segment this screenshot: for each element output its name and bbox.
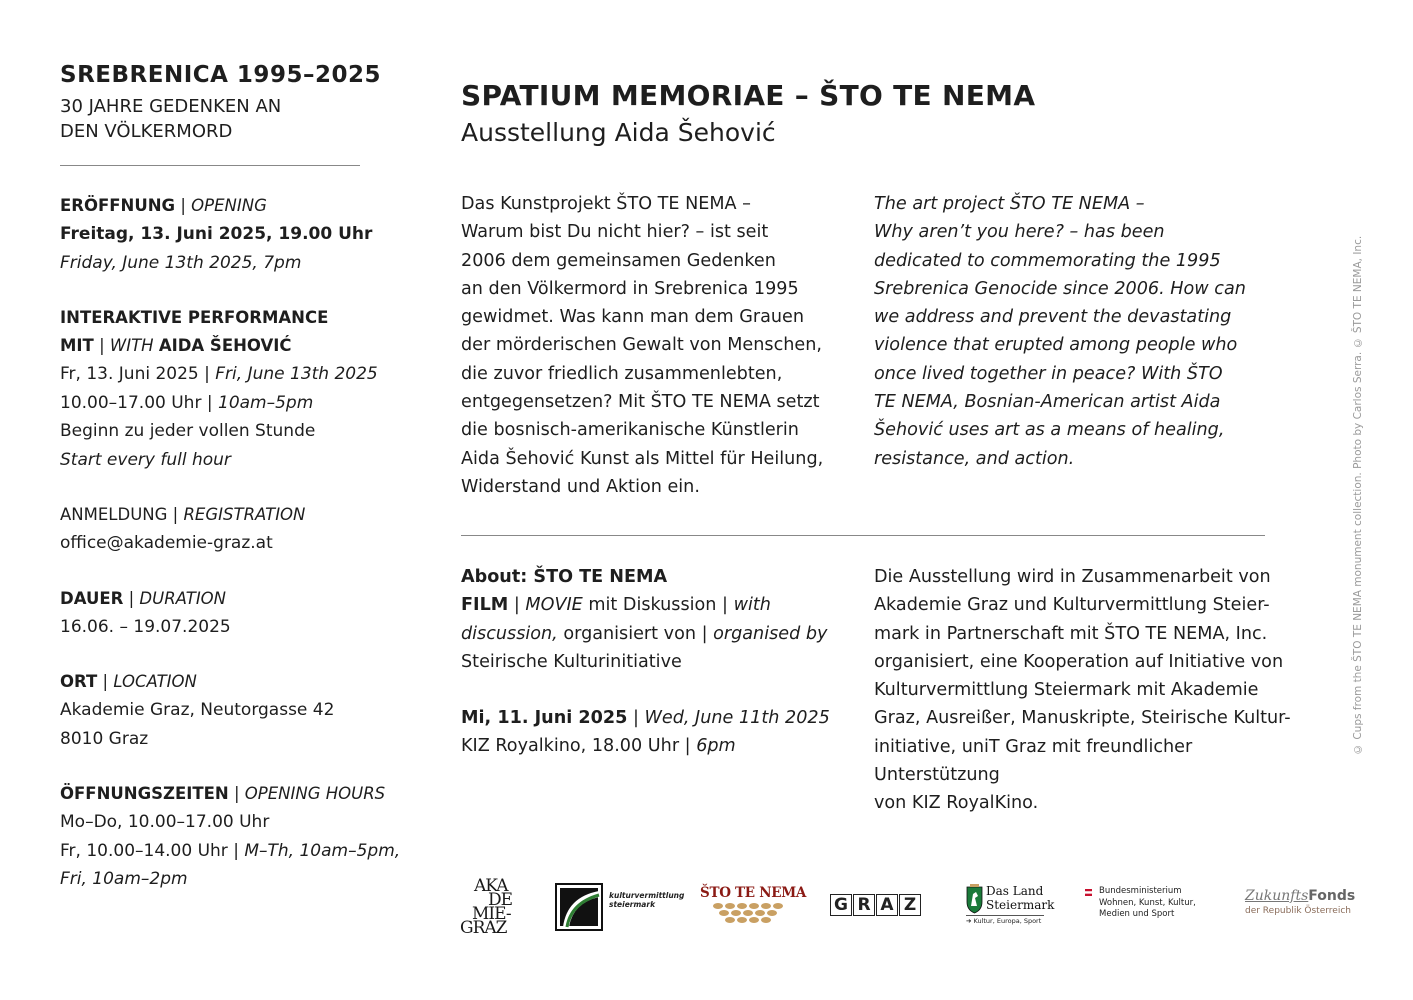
hours-label-en: OPENING HOURS [244, 784, 386, 803]
about-title: About: ŠTO TE NEMA [461, 567, 668, 587]
photo-credit: © Cups from the ŠTO TE NEMA monument collection. Photo by Carlos Serra. © ŠTO TE NEMA, Inc. [1352, 235, 1364, 755]
registration-label-en: REGISTRATION [183, 505, 306, 524]
opening-date: Freitag, 13. Juni 2025, 19.00 Uhr [60, 224, 373, 244]
organisiert-von: organisiert von [563, 623, 696, 644]
location-label: ORT [60, 672, 98, 691]
graz-logo [830, 894, 924, 918]
zukunftsfonds-logo [1245, 888, 1365, 924]
registration-block: ANMELDUNG | REGISTRATION office@akademie-graz.at [60, 501, 405, 558]
graz-letter-z: Z [899, 894, 921, 916]
cooperation-text: Die Ausstellung wird in Zusammenarbeit von Akademie Graz und Kulturvermittlung Steier- mark in Partnerschaft mit ŠTO TE NEMA, Inc. organisiert, eine Kooperation auf Initiative von Kulturvermittlung Steiermark mit Akademie Graz, Ausreißer, Manuskripte, Steirische Kultur- initiative, uniT Graz mit freundlicher Unterstützung von KIZ RoyalKino. [874, 567, 1291, 814]
performance-time: 10.00–17.00 Uhr [60, 392, 202, 413]
subtitle-line-2: DEN VÖLKERMORD [60, 121, 233, 142]
with-discussion: with discussion, [461, 595, 771, 644]
film-date-en: Wed, June 11th 2025 [644, 708, 830, 729]
registration-email[interactable]: office@akademie-graz.at [60, 533, 273, 553]
bundesministerium-logo [1085, 886, 1215, 926]
performance-date-en: Fri, June 13th 2025 [215, 364, 378, 384]
info-column [60, 58, 405, 921]
bm-line-1: Bundesministerium [1099, 886, 1182, 896]
opening-label-en: OPENING [191, 196, 267, 215]
hours-label: ÖFFNUNGSZEITEN [60, 784, 229, 803]
zf-line-2: der Republik Österreich [1245, 906, 1351, 916]
land-steiermark-logo [966, 884, 1055, 930]
coffee-cups-icon [700, 901, 796, 923]
main-title: SREBRENICA 1995–2025 [60, 62, 381, 88]
location-line-1: Akademie Graz, Neutorgasse 42 [60, 700, 335, 720]
location-block: ORT | LOCATION Akademie Graz, Neutorgasse 42 8010 Graz [60, 668, 405, 753]
film-label: FILM [461, 595, 509, 616]
subtitle-line-1: 30 JAHRE GEDENKEN AN [60, 96, 282, 117]
opening-block: ERÖFFNUNG | OPENING Freitag, 13. Juni 2025, 19.00 Uhr Friday, June 13th 2025, 7pm [60, 192, 405, 277]
kulturvermittlung-line-1: kulturvermittlung [609, 891, 685, 900]
panther-crest-icon [966, 884, 983, 914]
steiermark-line-1: Das Land [986, 884, 1044, 898]
sto-te-nema-wordmark: ŠTO TE NEMA [700, 885, 807, 901]
kulturvermittlung-mark-icon [555, 883, 603, 931]
duration-label-en: DURATION [139, 588, 227, 608]
performance-start: Beginn zu jeder vollen Stunde [60, 421, 316, 441]
hours-block: ÖFFNUNGSZEITEN | OPENING HOURS Mo–Do, 10.00–17.00 Uhr Fr, 10.00–14.00 Uhr | M–Th, 10am–5pm, Fri, 10am–2pm [60, 780, 405, 894]
location-label-en: LOCATION [113, 672, 197, 691]
logo-akademie-line-1: AKA [474, 876, 508, 896]
performance-start-en: Start every full hour [60, 449, 231, 470]
bm-line-3: Medien und Sport [1099, 909, 1175, 919]
graz-letter-r: R [853, 894, 875, 916]
zf-part-2: Fonds [1308, 888, 1356, 904]
akademie-graz-logo [460, 878, 522, 936]
hours-line-2-en: M–Th, 10am–5pm, [244, 840, 401, 861]
performance-date: Fr, 13. Juni 2025 [60, 364, 199, 384]
section-divider [461, 535, 1265, 536]
duration-value: 16.06. – 19.07.2025 [60, 616, 231, 637]
film-time-en: 6pm [696, 736, 736, 757]
mit-diskussion: mit Diskussion [588, 595, 717, 616]
performance-mit: MIT [60, 336, 94, 355]
location-line-2: 8010 Graz [60, 728, 149, 749]
film-date: Mi, 11. Juni 2025 [461, 708, 628, 729]
opening-label: ERÖFFNUNG [60, 196, 176, 215]
performance-block: INTERAKTIVE PERFORMANCE MIT | WITH AIDA ŠEHOVIĆ Fr, 13. Juni 2025 | Fri, June 13th 2025 10.00–17.00 Uhr | 10am–5pm Beginn zu jeder vollen Stunde Start every full hour [60, 304, 405, 474]
logo-akademie-line-2: DE [488, 890, 513, 910]
movie-label: MOVIE [525, 595, 583, 616]
steiermark-tagline: ➔ Kultur, Europa, Sport [966, 917, 1042, 925]
sto-te-nema-logo [700, 885, 807, 927]
about-block: About: ŠTO TE NEMA FILM | MOVIE mit Diskussion | with discussion, organisiert von | organised by Steirische Kulturinitiative Mi, 11. Juni 2025 | Wed, June 11th 2025 KIZ Royalkino, 18.00 Uhr | 6pm [461, 563, 861, 761]
film-venue-time: KIZ Royalkino, 18.00 Uhr [461, 736, 680, 757]
logo-akademie-line-4: GRAZ [460, 918, 507, 938]
kulturvermittlung-line-2: steiermark [609, 900, 656, 909]
exhibition-subtitle: Ausstellung Aida Šehović [461, 118, 776, 147]
bm-line-2: Wohnen, Kunst, Kultur, [1099, 897, 1196, 908]
austria-flag-icon [1085, 889, 1092, 896]
performance-time-en: 10am–5pm [218, 392, 314, 413]
organiser: Steirische Kulturinitiative [461, 651, 682, 672]
graz-letter-g: G [830, 894, 852, 916]
duration-block: DAUER | DURATION 16.06. – 19.07.2025 [60, 585, 405, 642]
paragraph-english: The art project ŠTO TE NEMA – Why aren’t you here? – has been dedicated to commemorating the 1995 Srebrenica Genocide since 2006. How can we address and prevent the devastating violence that erupted among people who once lived together in peace? With ŠTO TE NEMA, Bosnian-American artist Aida Šehović uses art as a means of healing, resistance, and action. [874, 194, 1246, 469]
performance-with: WITH [109, 336, 154, 355]
steiermark-line-2: Steiermark [986, 898, 1055, 912]
exhibition-title: SPATIUM MEMORIAE – ŠTO TE NEMA [461, 79, 1036, 112]
hours-line-1: Mo–Do, 10.00–17.00 Uhr [60, 812, 270, 832]
performance-label: INTERAKTIVE PERFORMANCE [60, 308, 329, 327]
kulturvermittlung-logo [555, 883, 685, 931]
paragraph-german: Das Kunstprojekt ŠTO TE NEMA – Warum bist Du nicht hier? – ist seit 2006 dem gemeinsamen Gedenken an den Völkermord in Srebrenica 1995 gewidmet. Was kann man dem Grauen der mörderischen Gewalt von Menschen, die zuvor friedlich zusammenlebten, entgegensetzen? Mit ŠTO TE NEMA setzt die bosnisch-amerikanische Künstlerin Aida Šehović Kunst als Mittel für Heilung, Widerstand und Aktion ein. [461, 194, 824, 497]
graz-letter-a: A [876, 894, 898, 916]
registration-label: ANMELDUNG [60, 505, 168, 524]
zf-part-1: Zukunfts [1245, 888, 1309, 904]
organised-by: organised by [713, 623, 828, 644]
headline [461, 77, 1281, 151]
hours-line-2: Fr, 10.00–14.00 Uhr [60, 840, 228, 861]
divider [60, 165, 360, 166]
hours-line-3-en: Fri, 10am–2pm [60, 869, 188, 889]
opening-date-en: Friday, June 13th 2025, 7pm [60, 252, 302, 273]
logo-akademie-line-3: MIE- [472, 904, 511, 924]
duration-label: DAUER [60, 588, 124, 608]
performance-artist: AIDA ŠEHOVIĆ [158, 336, 292, 355]
